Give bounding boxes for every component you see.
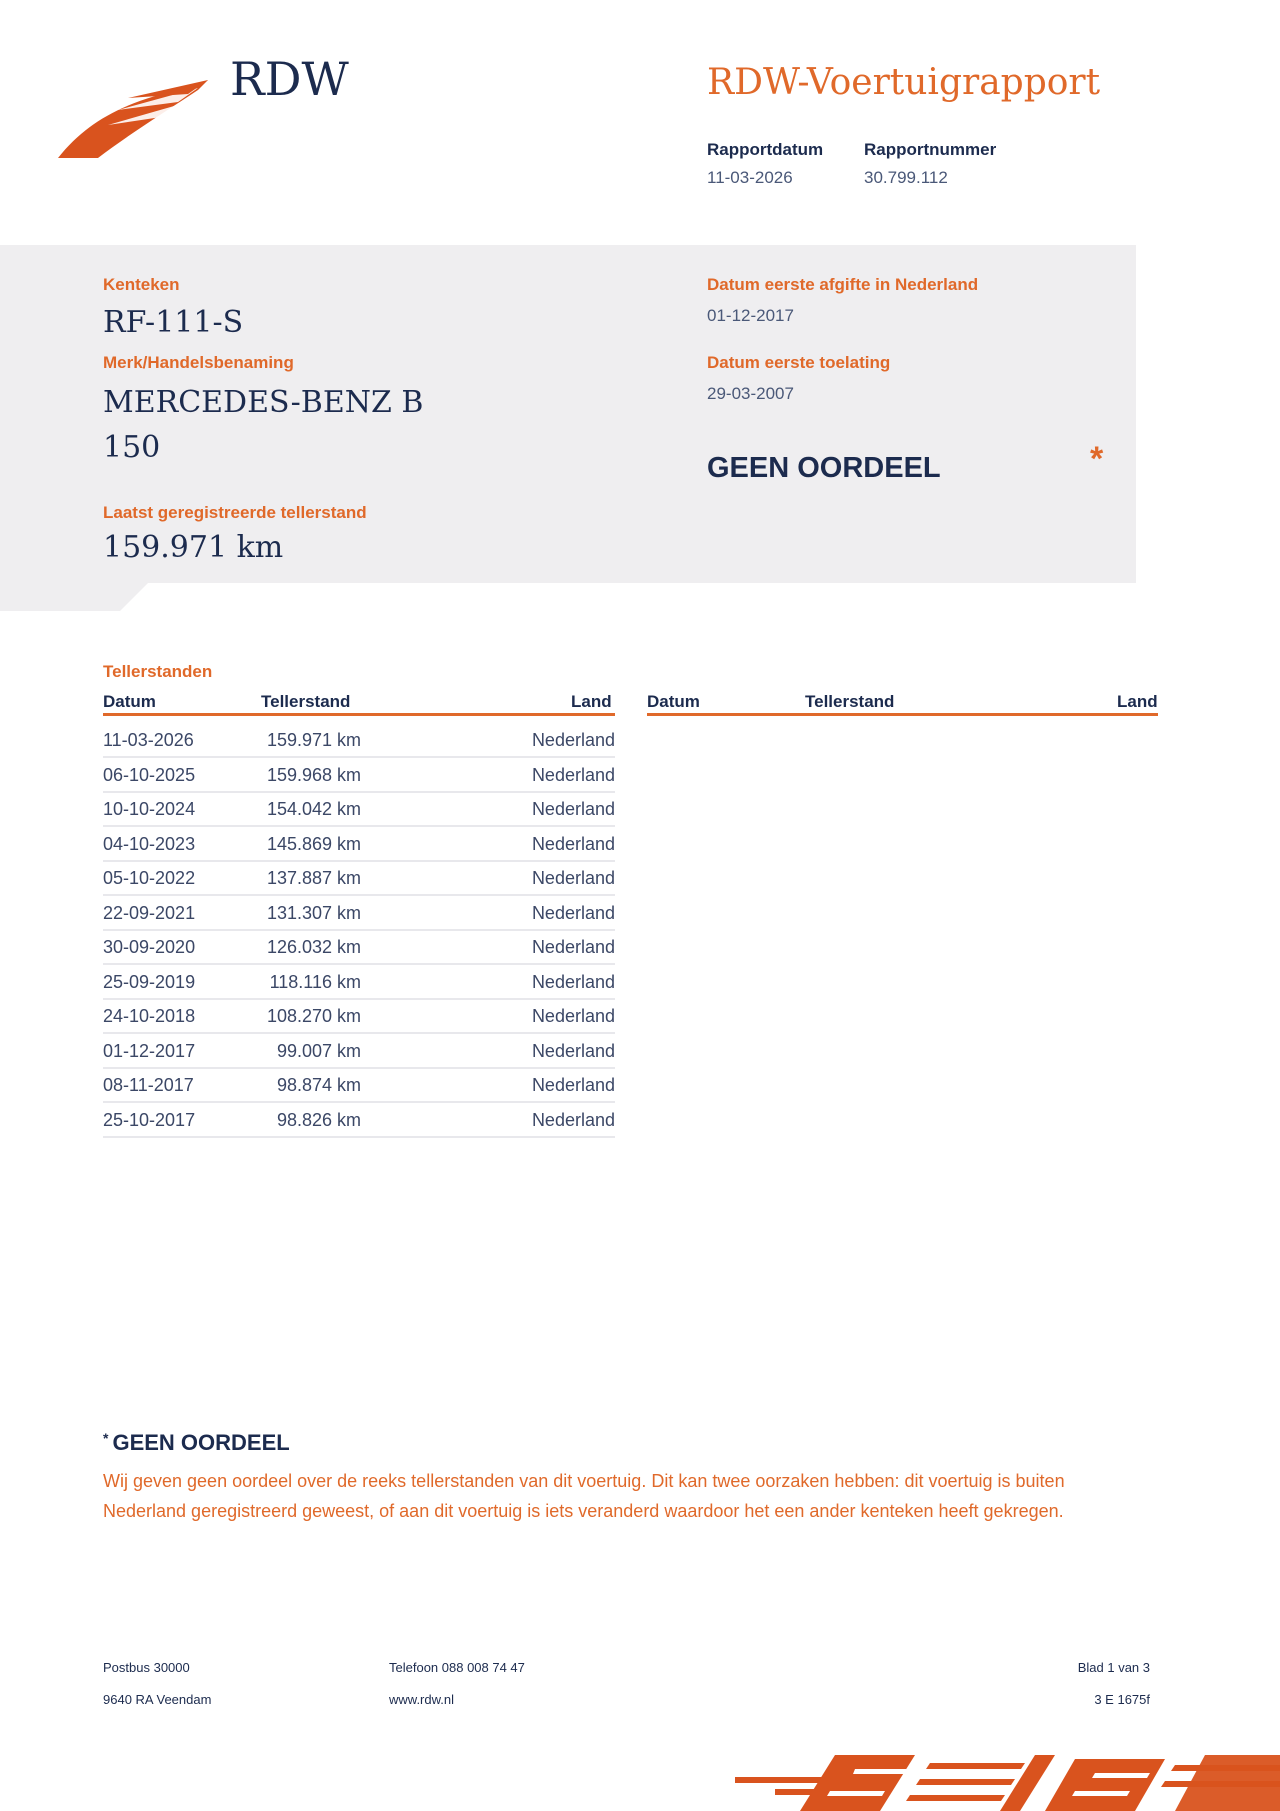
row-odometer: 137.887 km [266,868,361,888]
footer-postbus: Postbus 30000 [103,1660,190,1675]
row-country: Nederland [531,868,615,888]
table-row [103,1033,615,1069]
table-row [103,826,615,862]
table-row [103,998,615,1034]
row-country: Nederland [531,1075,615,1095]
row-country: Nederland [531,937,615,957]
table-header-rule-right [647,713,1158,716]
table-row [103,929,615,965]
footer-code: 3 E 1675f [1094,1692,1150,1707]
col-header-odometer-right: Tellerstand [805,692,895,711]
panel-notch [0,583,160,611]
row-odometer: 108.270 km [266,1006,361,1026]
row-odometer: 98.826 km [276,1109,361,1130]
col-header-country-right: Land [1117,692,1158,711]
row-odometer: 126.032 km [266,937,361,957]
table-row [103,964,615,1000]
footnote-title-text: GEEN OORDEEL [112,1430,290,1455]
report-date: 11-03-2026 [707,168,793,187]
col-header-odometer: Tellerstand [261,692,351,711]
row-date: 08-11-2017 [103,1075,194,1095]
row-odometer: 159.971 km [266,730,361,750]
col-header-date-right: Datum [647,692,700,711]
report-number: 30.799.112 [864,168,948,187]
col-header-country: Land [571,692,612,711]
plate-value: RF-111-S [103,305,244,340]
row-country: Nederland [531,902,615,923]
first-admission-value: 29-03-2007 [707,384,794,403]
plate-label: Kenteken [103,275,180,294]
report-title: RDW-Voertuigrapport [707,62,1101,103]
col-header-date: Datum [103,692,156,711]
row-odometer: 159.968 km [266,764,361,785]
row-date: 01-12-2017 [103,1040,196,1061]
table-row [103,757,615,793]
last-odometer-label: Laatst geregistreerde tellerstand [103,503,367,522]
row-date: 30-09-2020 [103,937,196,957]
first-admission-label: Datum eerste toelating [707,353,891,372]
rdw-logo-icon [58,80,213,162]
row-country: Nederland [531,971,615,992]
row-odometer: 98.874 km [276,1075,361,1095]
row-date: 04-10-2023 [103,833,196,854]
footnote-text: Wij geven geen oordeel over de reeks tellerstanden van dit voertuig. Dit kan twee oorzaken hebben: dit voertuig is buiten Nederland geregistreerd geweest, of aan dit voertuig is iets veranderd waardoor het een ander kenteken heeft gekregen. [103,1471,1065,1521]
row-country: Nederland [531,1006,615,1026]
row-country: Nederland [531,764,615,785]
brand-label: Merk/Handelsbenaming [103,353,294,372]
row-country: Nederland [531,730,615,750]
brand-line2: 150 [103,430,161,465]
row-country: Nederland [531,1040,615,1061]
table-row [103,860,615,896]
report-date-label: Rapportdatum [707,140,824,159]
footer-stripes-decoration [735,1755,1280,1811]
row-odometer: 145.869 km [266,833,361,854]
row-odometer: 154.042 km [266,799,361,819]
footnote-star: * [103,1430,109,1446]
row-date: 05-10-2022 [103,868,196,888]
verdict-text: GEEN OORDEEL [707,452,941,484]
table-row [103,1067,615,1103]
first-issue-nl-label: Datum eerste afgifte in Nederland [707,275,979,294]
last-odometer-value: 159.971 km [103,530,284,565]
row-country: Nederland [531,1109,615,1130]
footer-website[interactable]: www.rdw.nl [389,1692,455,1707]
footer-page: Blad 1 van 3 [1077,1660,1150,1675]
row-country: Nederland [531,833,615,854]
odometer-section-title: Tellerstanden [103,662,213,681]
row-date: 25-10-2017 [103,1109,196,1130]
row-date: 22-09-2021 [103,902,196,923]
verdict-star-mark: * [1090,440,1104,478]
row-odometer: 99.007 km [276,1040,361,1061]
row-country: Nederland [531,799,615,819]
table-header-rule-left [103,713,615,716]
footer-city: 9640 RA Veendam [103,1692,212,1707]
table-row [103,722,615,758]
footer-phone: Telefoon 088 008 74 47 [389,1660,525,1675]
row-date: 24-10-2018 [103,1006,196,1026]
table-row [103,1102,615,1138]
footnote-title [103,1430,290,1456]
row-date: 06-10-2025 [103,764,196,785]
row-date: 10-10-2024 [103,799,196,819]
row-odometer: 131.307 km [266,902,361,923]
report-number-label: Rapportnummer [864,140,997,159]
brand-line1: MERCEDES-BENZ B [103,385,424,420]
logo-text: RDW [230,52,349,106]
row-date: 25-09-2019 [103,971,196,992]
row-odometer: 118.116 km [269,971,361,992]
table-row [103,791,615,827]
first-issue-nl-value: 01-12-2017 [707,306,794,325]
row-date: 11-03-2026 [103,730,194,750]
table-row [103,895,615,931]
